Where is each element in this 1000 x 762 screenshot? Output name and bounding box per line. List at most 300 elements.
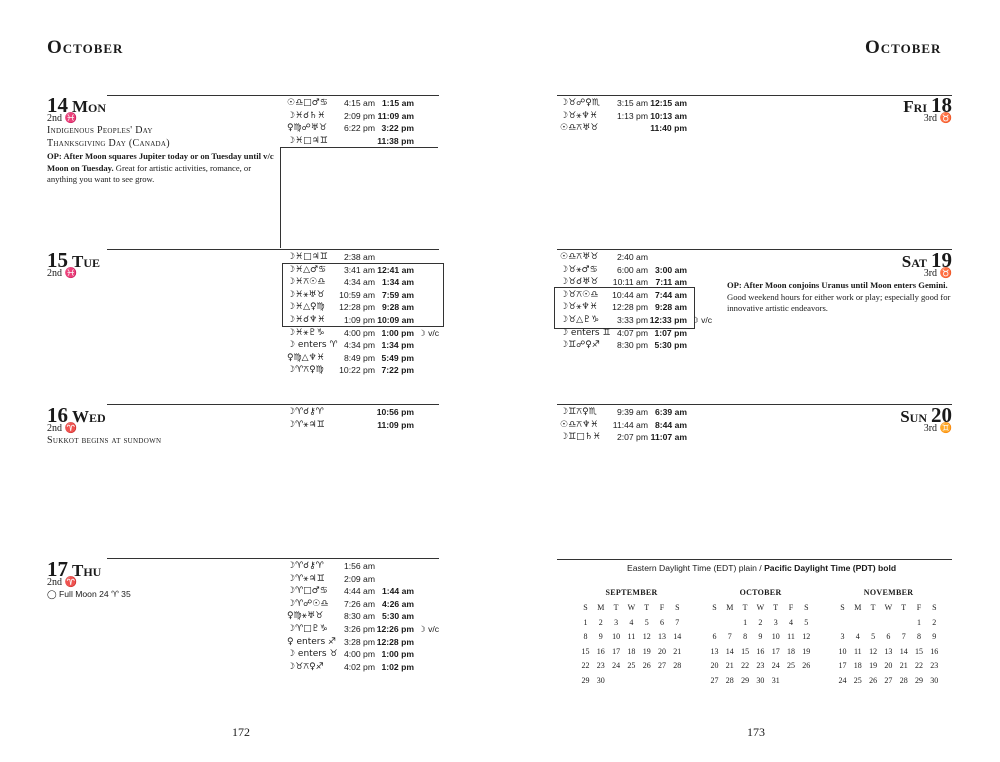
calendar-date: 11 bbox=[627, 632, 636, 641]
time-edt: 2:40 am bbox=[616, 252, 648, 262]
time-edt: 10:22 pm bbox=[339, 365, 375, 376]
aspect-glyphs: ☽♓□♃♊ bbox=[287, 135, 328, 146]
aspect-glyphs: ☉♎⚻♅♉ bbox=[560, 123, 599, 134]
calendar-date: 22 bbox=[915, 661, 923, 670]
calendar-date: 19 bbox=[642, 646, 651, 656]
calendar-date: 24 bbox=[612, 661, 621, 670]
aspect-glyphs: ☽♈⚹♃♊ bbox=[287, 419, 325, 430]
time-pdt: 11:40 pm bbox=[650, 123, 687, 134]
calendar-date: 8 bbox=[743, 632, 748, 641]
aspect-glyphs: ☽♉⚹♂♋ bbox=[560, 264, 598, 275]
aspect-row bbox=[560, 301, 720, 313]
aspect-row bbox=[287, 406, 447, 418]
calendar-date: 1 bbox=[743, 617, 748, 627]
time-edt: 4:34 pm bbox=[343, 340, 375, 351]
calendar-date: 31 bbox=[771, 675, 780, 685]
calendar-date: 5 bbox=[804, 617, 809, 627]
moon-phase: 3rd ♉ bbox=[923, 268, 952, 279]
aspect-row bbox=[287, 560, 447, 572]
time-pdt: 7:22 pm bbox=[381, 365, 414, 376]
calendar-date: 21 bbox=[673, 646, 682, 656]
time-edt: 8:30 am bbox=[343, 611, 375, 622]
time-edt: 6:00 am bbox=[616, 264, 648, 275]
aspect-row bbox=[287, 327, 447, 339]
day-number: 18 bbox=[931, 93, 952, 117]
day-name: Wed bbox=[72, 407, 106, 426]
time-pdt: 7:11 am bbox=[655, 277, 687, 288]
calendar-date: 29 bbox=[915, 675, 923, 685]
moon-phase: 2nd ♓ bbox=[47, 268, 77, 279]
timezone-plain: Eastern Daylight Time (EDT) plain bbox=[627, 563, 757, 573]
calendar-date: 28 bbox=[673, 661, 682, 670]
aspect-glyphs: ☽♊☍♀♐ bbox=[560, 340, 600, 351]
aspect-row bbox=[287, 364, 447, 376]
aspect-glyphs: ☽♈□♇♑ bbox=[287, 624, 328, 634]
weekday-label: M bbox=[854, 603, 862, 612]
weekday-label: S bbox=[712, 603, 717, 612]
calendar-date: 8 bbox=[917, 632, 921, 641]
page-number-right: 173 bbox=[747, 725, 765, 739]
aspect-glyphs: ♀♍⚹♅♉ bbox=[287, 611, 324, 622]
aspect-row bbox=[560, 251, 720, 263]
aspect-row bbox=[287, 636, 447, 648]
calendar-date: 30 bbox=[930, 675, 939, 685]
weekday-label: T bbox=[644, 603, 650, 612]
time-edt: 4:02 pm bbox=[343, 661, 375, 672]
aspect-glyphs: ☽♈⚹♃♊ bbox=[287, 573, 325, 584]
time-pdt: 12:33 pm bbox=[649, 315, 687, 325]
calendar-date: 18 bbox=[627, 646, 636, 656]
time-pdt: 11:07 am bbox=[650, 432, 687, 443]
calendar-date: 30 bbox=[596, 675, 605, 685]
day-name: Thu bbox=[72, 561, 102, 580]
op-text: Good weekend hours for either work or play; especially good for innovative artistic endeavors. bbox=[727, 291, 951, 313]
calendar-date: 7 bbox=[901, 632, 906, 641]
calendar-date: 1 bbox=[917, 617, 921, 627]
aspect-row bbox=[560, 276, 720, 288]
holiday: Sukkot begins at sundown bbox=[47, 435, 162, 446]
calendar-date: 22 bbox=[741, 661, 750, 670]
aspect-row bbox=[287, 352, 447, 364]
calendar-date: 10 bbox=[838, 646, 847, 656]
weekday-label: S bbox=[804, 603, 809, 612]
calendar-date: 26 bbox=[869, 675, 878, 685]
day-divider bbox=[557, 95, 952, 96]
aspect-glyphs: ☽♓□♃♊ bbox=[287, 252, 328, 262]
calendar-date: 7 bbox=[727, 632, 732, 641]
calendar-date: 28 bbox=[725, 675, 734, 685]
calendar-date: 20 bbox=[658, 646, 666, 656]
aspect-glyphs: ♀ enters ♐ bbox=[287, 636, 337, 647]
calendar-date: 26 bbox=[802, 661, 811, 670]
voc-bracket bbox=[280, 147, 438, 148]
calendar-date: 24 bbox=[771, 661, 780, 670]
time-pdt: 12:41 am bbox=[377, 264, 414, 275]
timezone-bold: Pacific Daylight Time (PDT) bold bbox=[764, 563, 897, 573]
aspect-row bbox=[287, 135, 447, 147]
opportunity-note bbox=[727, 280, 955, 315]
time-edt: 3:26 pm bbox=[343, 624, 375, 634]
calendar-date: 29 bbox=[741, 675, 750, 685]
calendar-date: 20 bbox=[884, 661, 893, 670]
calendar-date: 14 bbox=[673, 632, 682, 641]
page-number-left: 172 bbox=[232, 725, 250, 739]
day-name: Sat bbox=[901, 252, 927, 271]
aspect-row bbox=[287, 648, 447, 660]
calendar-date: 8 bbox=[583, 632, 588, 641]
void-of-course-label: ☽ v/c bbox=[691, 315, 713, 325]
time-pdt: 1:34 am bbox=[381, 277, 414, 288]
aspect-row bbox=[560, 431, 720, 443]
aspect-row bbox=[287, 110, 447, 122]
aspect-glyphs: ☽♓△♀♍ bbox=[287, 302, 325, 313]
calendar-month-title: SEPTEMBER bbox=[605, 588, 658, 597]
day-name: Tue bbox=[72, 252, 101, 271]
calendar-date: 24 bbox=[838, 675, 847, 685]
moon-phase: 3rd ♉ bbox=[923, 113, 952, 124]
time-pdt: 7:59 am bbox=[381, 289, 414, 300]
calendar-date: 27 bbox=[658, 661, 666, 670]
time-edt: 8:30 pm bbox=[616, 340, 648, 351]
calendar-date: 30 bbox=[756, 675, 765, 685]
time-edt: 11:44 am bbox=[612, 419, 648, 430]
time-edt: 4:00 pm bbox=[343, 649, 375, 660]
weekday-label: T bbox=[870, 603, 876, 612]
weekday-label: M bbox=[597, 603, 605, 612]
void-of-course-label: ☽ v/c bbox=[418, 327, 440, 338]
time-pdt: 1:44 am bbox=[381, 586, 414, 597]
calendar-date: 12 bbox=[869, 646, 878, 656]
time-edt: 10:44 am bbox=[612, 289, 648, 300]
aspect-row bbox=[287, 610, 447, 622]
left-month-title: October bbox=[47, 37, 124, 58]
calendar-date: 13 bbox=[658, 632, 666, 641]
calendar-date: 2 bbox=[758, 617, 763, 627]
weekday-label: W bbox=[756, 603, 765, 612]
aspect-glyphs: ☽♉☍♀♏ bbox=[560, 98, 600, 108]
time-pdt: 4:26 am bbox=[381, 598, 414, 609]
weekday-label: S bbox=[583, 603, 588, 612]
day-name: Sun bbox=[900, 407, 927, 426]
aspect-row bbox=[287, 573, 447, 585]
aspect-glyphs: ☽♉⚹♆♓ bbox=[560, 110, 598, 121]
holiday: Thanksgiving Day (Canada) bbox=[47, 138, 170, 149]
aspect-glyphs: ☉♎□♂♋ bbox=[287, 98, 328, 108]
aspect-row bbox=[560, 419, 720, 431]
weekday-label: F bbox=[788, 603, 794, 612]
aspect-glyphs: ☽♓⚹♇♑ bbox=[287, 327, 325, 338]
aspect-glyphs: ☽♈☍☉♎ bbox=[287, 598, 329, 609]
calendar-date: 28 bbox=[899, 675, 908, 685]
aspect-glyphs: ☽♓☌♄♓ bbox=[287, 110, 326, 121]
day-divider bbox=[107, 95, 439, 96]
time-pdt: 3:00 am bbox=[654, 264, 687, 275]
time-edt: 1:13 pm bbox=[616, 110, 648, 121]
aspect-glyphs: ☽♓△♂♋ bbox=[287, 264, 327, 275]
aspect-glyphs: ☽♈□♂♋ bbox=[287, 586, 328, 597]
day-number: 16 bbox=[47, 403, 68, 427]
calendar-date: 9 bbox=[758, 632, 763, 641]
calendar-date: 23 bbox=[930, 661, 939, 670]
day-divider bbox=[107, 249, 439, 250]
calendar-date: 3 bbox=[773, 617, 778, 627]
aspect-glyphs: ☽♉△♇♑ bbox=[560, 315, 600, 325]
time-pdt: 10:13 am bbox=[650, 110, 687, 121]
aspect-row bbox=[287, 251, 447, 263]
aspect-row bbox=[287, 276, 447, 288]
aspect-glyphs: ☽ enters ♉ bbox=[287, 649, 338, 660]
time-edt: 7:26 am bbox=[343, 598, 375, 609]
calendar-date: 25 bbox=[853, 675, 862, 685]
aspect-row bbox=[287, 598, 447, 610]
calendar-date: 2 bbox=[598, 617, 603, 627]
day-divider bbox=[557, 249, 952, 250]
time-edt: 4:00 pm bbox=[343, 327, 375, 338]
calendar-date: 15 bbox=[741, 646, 750, 656]
weekday-label: T bbox=[613, 603, 619, 612]
moon-phase: 2nd ♓ bbox=[47, 113, 77, 124]
calendar-date: 6 bbox=[712, 632, 717, 641]
day-number: 20 bbox=[931, 403, 952, 427]
aspect-glyphs: ☉♎⚻♆♓ bbox=[560, 419, 599, 430]
calendar-date: 16 bbox=[756, 646, 765, 656]
calendar-date: 27 bbox=[710, 675, 719, 685]
calendar-date: 16 bbox=[596, 646, 605, 656]
aspect-row bbox=[287, 623, 447, 635]
aspect-glyphs: ☽♉⚻♀♐ bbox=[287, 661, 324, 672]
aspect-row bbox=[560, 314, 720, 326]
calendar-month-title: OCTOBER bbox=[739, 588, 782, 597]
calendar-date: 20 bbox=[710, 661, 719, 670]
aspect-row bbox=[560, 97, 720, 109]
weekday-label: S bbox=[840, 603, 845, 612]
calendar-date: 4 bbox=[789, 617, 793, 627]
aspect-glyphs: ☽♉☌♅♉ bbox=[560, 277, 599, 288]
calendar-date: 1 bbox=[583, 617, 588, 627]
aspect-row bbox=[560, 289, 720, 301]
time-pdt: 8:44 am bbox=[654, 419, 687, 430]
calendar-date: 15 bbox=[915, 646, 923, 656]
op-bold: OP: After Moon squares Jupiter today or on Tuesday until v/c Moon on Tuesday. bbox=[47, 151, 274, 173]
aspect-glyphs: ♀♍☍♅♉ bbox=[287, 123, 327, 134]
time-edt: 12:28 pm bbox=[339, 302, 375, 313]
time-edt: 9:39 am bbox=[616, 407, 648, 417]
calendar-date: 19 bbox=[869, 661, 878, 670]
aspect-row bbox=[287, 264, 447, 276]
calendar-date: 13 bbox=[710, 646, 719, 656]
aspect-glyphs: ☽♈⚻♀♍ bbox=[287, 365, 324, 376]
time-edt: 3:15 am bbox=[616, 98, 648, 108]
time-pdt: 5:30 am bbox=[381, 611, 414, 622]
time-pdt: 3:22 pm bbox=[381, 123, 414, 134]
calendar-date: 11 bbox=[787, 632, 795, 641]
calendar-date: 21 bbox=[725, 661, 734, 670]
aspect-row bbox=[560, 110, 720, 122]
calendar-date: 2 bbox=[932, 617, 937, 627]
weekday-label: F bbox=[916, 603, 922, 612]
weekday-label: T bbox=[901, 603, 907, 612]
calendar-date: 25 bbox=[787, 661, 795, 670]
day-name: Mon bbox=[72, 97, 107, 116]
time-pdt: 5:49 pm bbox=[381, 352, 414, 363]
day-number: 15 bbox=[47, 248, 68, 272]
calendar-date: 26 bbox=[642, 661, 651, 670]
aspect-row bbox=[560, 406, 720, 418]
weekday-label: S bbox=[675, 603, 680, 612]
day-number: 17 bbox=[47, 557, 68, 581]
aspect-glyphs: ☽♈☌⚷♈ bbox=[287, 407, 324, 417]
calendar-date: 14 bbox=[899, 646, 908, 656]
calendar-date: 6 bbox=[886, 632, 891, 641]
weekday-label: M bbox=[726, 603, 734, 612]
aspect-row bbox=[287, 661, 447, 673]
day-divider bbox=[557, 404, 952, 405]
aspect-row bbox=[287, 314, 447, 326]
time-pdt: 12:26 pm bbox=[376, 624, 414, 634]
time-edt: 8:49 pm bbox=[343, 352, 375, 363]
day-name: Fri bbox=[903, 97, 927, 116]
time-pdt: 5:30 pm bbox=[654, 340, 687, 351]
timezone-divider bbox=[557, 559, 952, 560]
calendar-date: 10 bbox=[612, 632, 621, 641]
time-pdt: 1:00 pm bbox=[381, 327, 414, 338]
aspect-row bbox=[560, 327, 720, 339]
time-edt: 3:41 am bbox=[343, 264, 375, 275]
calendar-date: 4 bbox=[629, 617, 634, 627]
moon-phase: 3rd ♊ bbox=[923, 423, 952, 434]
time-edt: 3:33 pm bbox=[616, 315, 648, 325]
op-bold: OP: After Moon conjoins Uranus until Moon enters Gemini. bbox=[727, 280, 948, 290]
calendar-date: 3 bbox=[614, 617, 619, 627]
time-pdt: 11:38 pm bbox=[377, 135, 414, 146]
aspect-row bbox=[560, 339, 720, 351]
weekday-label: T bbox=[773, 603, 779, 612]
time-pdt: 1:15 am bbox=[381, 98, 414, 108]
time-edt: 1:09 pm bbox=[343, 315, 375, 325]
time-pdt: 9:28 am bbox=[381, 302, 414, 313]
time-pdt: 10:09 am bbox=[377, 315, 414, 325]
calendar-date: 23 bbox=[756, 661, 765, 670]
day-number: 14 bbox=[47, 93, 68, 117]
time-edt: 4:34 am bbox=[343, 277, 375, 288]
void-of-course-label: ☽ v/c bbox=[418, 624, 440, 634]
weekday-label: F bbox=[659, 603, 665, 612]
calendar-date: 5 bbox=[871, 632, 876, 641]
day-divider bbox=[107, 558, 439, 559]
aspect-row bbox=[287, 419, 447, 431]
time-edt: 10:11 am bbox=[612, 277, 648, 288]
aspect-glyphs: ☽♓⚻☉♎ bbox=[287, 277, 326, 288]
calendar-date: 19 bbox=[802, 646, 811, 656]
aspect-row bbox=[287, 301, 447, 313]
time-edt: 1:56 am bbox=[343, 561, 375, 571]
calendar-date: 17 bbox=[771, 646, 780, 656]
full-moon-note: ◯ Full Moon 24 ♈ 35 bbox=[47, 589, 131, 599]
holiday: Indigenous Peoples' Day bbox=[47, 125, 153, 136]
calendar-date: 5 bbox=[644, 617, 649, 627]
aspect-row bbox=[287, 97, 447, 109]
time-edt: 4:07 pm bbox=[616, 327, 648, 338]
moon-phase: 2nd ♈ bbox=[47, 423, 77, 434]
time-pdt: 6:39 am bbox=[654, 407, 687, 417]
aspect-glyphs: ☽♉⚹♆♓ bbox=[560, 302, 598, 313]
calendar-date: 23 bbox=[596, 661, 605, 670]
time-edt: 3:28 pm bbox=[343, 636, 375, 647]
calendar-date: 29 bbox=[581, 675, 590, 685]
time-pdt: 7:44 am bbox=[654, 289, 687, 300]
calendar-date: 18 bbox=[787, 646, 795, 656]
time-edt: 2:07 pm bbox=[616, 432, 648, 443]
aspect-row bbox=[287, 289, 447, 301]
time-edt: 6:22 pm bbox=[343, 123, 375, 134]
weekday-label: S bbox=[932, 603, 937, 612]
aspect-glyphs: ☉♎⚻♅♉ bbox=[560, 252, 599, 262]
time-pdt: 1:07 pm bbox=[654, 327, 687, 338]
time-pdt: 12:28 pm bbox=[376, 636, 414, 647]
time-edt: 2:09 pm bbox=[343, 110, 375, 121]
time-pdt: 12:15 am bbox=[650, 98, 687, 108]
aspect-row bbox=[287, 339, 447, 351]
calendar-date: 17 bbox=[612, 646, 621, 656]
voc-bracket bbox=[280, 147, 281, 248]
aspect-row bbox=[287, 585, 447, 597]
weekday-label: W bbox=[627, 603, 636, 612]
time-edt: 4:15 am bbox=[343, 98, 375, 108]
time-pdt: 1:02 pm bbox=[381, 661, 414, 672]
time-edt: 2:09 am bbox=[343, 573, 375, 584]
aspect-glyphs: ☽ enters ♊ bbox=[560, 327, 611, 338]
calendar-date: 13 bbox=[884, 646, 893, 656]
weekday-label: T bbox=[742, 603, 748, 612]
aspect-row bbox=[287, 122, 447, 134]
calendar-date: 27 bbox=[884, 675, 893, 685]
op-text: Great for artistic activities, romance, or anything you want to see grow. bbox=[47, 162, 252, 184]
aspect-glyphs: ☽♓⚹♅♉ bbox=[287, 289, 325, 300]
calendar-date: 15 bbox=[581, 646, 590, 656]
time-edt: 12:28 pm bbox=[612, 302, 648, 313]
day-number: 19 bbox=[931, 248, 952, 272]
time-pdt: 1:00 pm bbox=[381, 649, 414, 660]
time-pdt: 11:09 am bbox=[377, 110, 414, 121]
aspect-row bbox=[560, 122, 720, 134]
calendar-date: 9 bbox=[932, 632, 937, 641]
calendar-date: 21 bbox=[899, 661, 908, 670]
day-divider bbox=[107, 404, 439, 405]
time-pdt: 1:34 pm bbox=[381, 340, 414, 351]
time-edt: 2:38 am bbox=[343, 252, 375, 262]
aspect-row bbox=[560, 264, 720, 276]
aspect-glyphs: ☽♊⚻♀♏ bbox=[560, 407, 597, 417]
calendar-date: 17 bbox=[838, 661, 847, 670]
time-pdt: 9:28 am bbox=[654, 302, 687, 313]
aspect-glyphs: ☽♓☌♆♓ bbox=[287, 315, 326, 325]
time-pdt: 10:56 pm bbox=[376, 407, 414, 417]
calendar-date: 4 bbox=[855, 632, 860, 641]
calendar-date: 9 bbox=[598, 632, 603, 641]
aspect-glyphs: ☽ enters ♈ bbox=[287, 340, 338, 351]
calendar-date: 12 bbox=[802, 632, 811, 641]
calendar-date: 25 bbox=[627, 661, 636, 670]
aspect-glyphs: ☽♊□♄♓ bbox=[560, 432, 601, 443]
calendar-date: 14 bbox=[725, 646, 734, 656]
weekday-label: W bbox=[884, 603, 893, 612]
calendar-date: 6 bbox=[660, 617, 664, 627]
timezone-separator: / bbox=[759, 563, 762, 573]
time-pdt: 11:09 pm bbox=[377, 419, 414, 430]
aspect-glyphs: ♀♍△♆♓ bbox=[287, 352, 325, 363]
time-edt: 10:59 am bbox=[339, 289, 375, 300]
time-edt: 4:44 am bbox=[343, 586, 375, 597]
